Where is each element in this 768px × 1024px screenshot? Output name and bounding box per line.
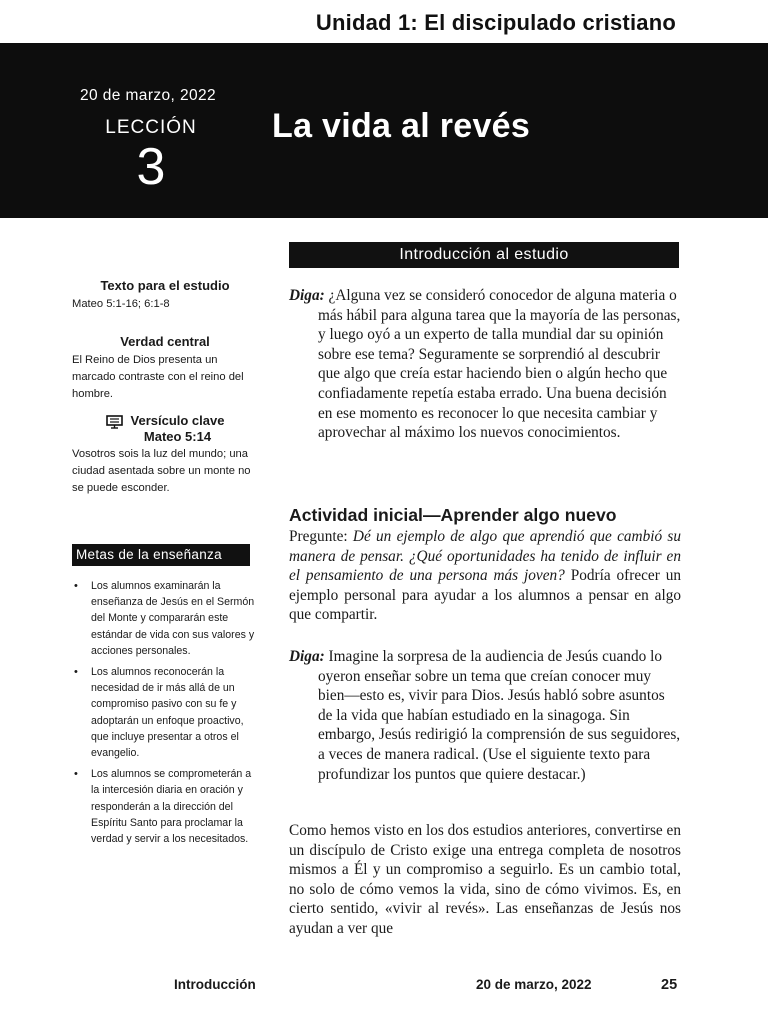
question-text: Dé un ejemplo de algo que aprendió que cambió su manera de pensar. ¿Qué oportunidades ha tenido de influir en el pensamiento de una persona más joven? <box>289 528 681 585</box>
page-number: 25 <box>661 977 678 993</box>
key-verse-ref: Mateo 5:14 <box>143 429 212 444</box>
intro-say-text: ¿Alguna vez se consideró conocedor de alguna materia o más hábil para alguna tarea que la mayoría de las personas, y luego oyó a un experto de talla mundial dar su opinión sobre ese tema? Seguramente se sorprendió al descubrir que algo que creía estar haciendo bien o algún hecho que confiadamente repetía estaba errado. Una buena decisión en ese momento es reconocer lo que necesita cambiar y aprovechar al máximo los nuevos conocimientos. <box>318 287 681 442</box>
lesson-banner <box>0 43 768 218</box>
question-label: Pregunte: <box>289 528 348 545</box>
goals-list <box>72 578 258 852</box>
lesson-label: LECCIÓN <box>105 117 197 138</box>
list-item: • Los alumnos se comprometerán a la intercesión diaria en oración y responderán a la dirección del Espíritu Santo para proclamar la verdad y servir a los necesitados. <box>72 766 258 847</box>
lesson-title: La vida al revés <box>272 107 531 145</box>
intro-say-block <box>289 286 681 443</box>
list-item: • Los alumnos examinarán la enseñanza de Jesús en el Sermón del Monte y compararán este estándar de vida con sus valores y acciones personales. <box>72 578 258 659</box>
key-verse-heading: Versículo clave <box>130 413 225 428</box>
lesson-number: 3 <box>136 138 166 196</box>
goals-heading: Metas de la enseñanza <box>72 544 250 566</box>
screen-icon <box>106 415 123 429</box>
say-label-2: Diga: <box>289 648 325 665</box>
key-verse-text: Vosotros sois la luz del mundo; una ciudad asentada sobre un monte no se puede esconder. <box>72 448 251 494</box>
second-say-block <box>289 647 681 784</box>
study-text-heading: Texto para el estudio <box>100 278 230 293</box>
footer-section: Introducción <box>174 977 256 992</box>
activity-heading: Actividad inicial—Aprender algo nuevo <box>289 505 617 525</box>
unit-title: Unidad 1: El discipulado cristiano <box>315 10 676 35</box>
question-block <box>289 527 681 625</box>
list-item: • Los alumnos reconocerán la necesidad de ir más allá de un compromiso pasivo con su fe y adoptarán un enfoque proactivo, que incluye presentar a otros el evangelio. <box>72 664 258 761</box>
lesson-date: 20 de marzo, 2022 <box>80 87 217 104</box>
question-followup: Podría ofrecer un ejemplo personal para ayudar a los alumnos a pensar en algo que compartir. <box>289 567 681 624</box>
sidebar <box>72 278 258 497</box>
study-text: Mateo 5:1-16; 6:1-8 <box>72 298 170 310</box>
intro-heading: Introducción al estudio <box>289 242 679 268</box>
central-truth: El Reino de Dios presenta un marcado contraste con el reino del hombre. <box>72 354 244 400</box>
key-verse-header <box>72 413 258 445</box>
footer-date: 20 de marzo, 2022 <box>476 977 592 992</box>
say-label: Diga: <box>289 287 325 304</box>
closing-text: Como hemos visto en los dos estudios anteriores, convertirse en un discípulo de Cristo exige una entrega completa de nosotros mismos a Él y un compromiso a seguirlo. Es un cambio total, no solo de cómo vemos la vida, sino de cómo vivimos. Es, en cierto sentido, «vivir al revés». Las enseñanzas de Jesús nos ayudan a ver que <box>289 822 681 937</box>
central-truth-heading: Verdad central <box>120 334 210 349</box>
second-say-text: Imagine la sorpresa de la audiencia de Jesús cuando lo oyeron enseñar sobre un tema que creían conocer muy bien—esto es, vivir para Dios. Jesús habló sobre asuntos de la vida que habían estudiado en la sinagoga. Sin embargo, Jesús redirigió la comprensión de sus seguidores, a veces de manera radical. (Use el siguiente texto para profundizar los puntos que quiere destacar.) <box>318 648 681 783</box>
closing-block <box>289 821 681 939</box>
